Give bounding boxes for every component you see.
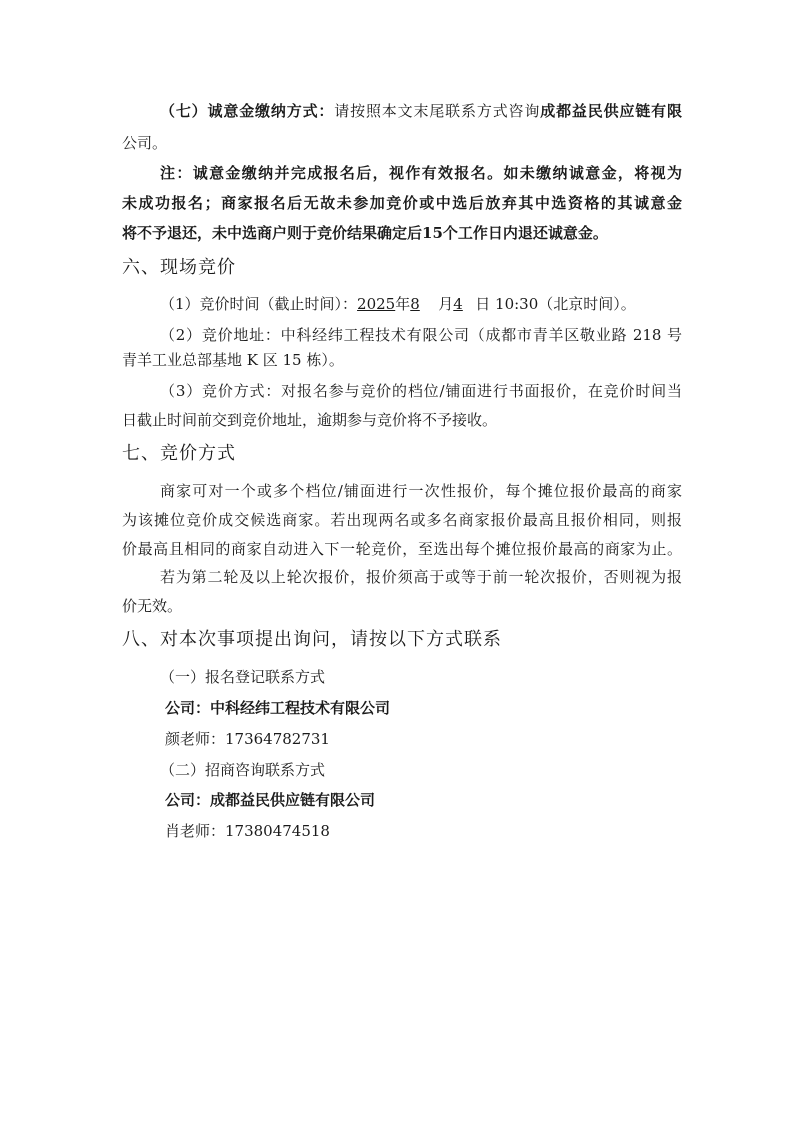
bidding-year: 2025 xyxy=(357,295,396,313)
investment-contact-title: （二）招商咨询联系方式 xyxy=(160,761,326,779)
month-unit: 月 xyxy=(438,295,454,313)
investment-company: 公司：成都益民供应链有限公司 xyxy=(165,791,376,809)
bidding-time-suffix: 日 10:30（北京时间）。 xyxy=(475,295,636,313)
bidding-round-line-2: 价无效。 xyxy=(122,597,183,615)
registration-contact-phone: 颜老师：17364782731 xyxy=(165,730,330,748)
bidding-day: 4 xyxy=(453,295,463,313)
bidding-address-line-2: 青羊工业总部基地 K 区 15 栋）。 xyxy=(122,351,344,369)
bidding-method-line-1: （3）竞价方式：对报名参与竞价的档位/铺面进行书面报价，在竞价时间当 xyxy=(160,382,682,400)
deposit-payment-text: 请按照本文末尾联系方式咨询 xyxy=(334,102,541,120)
bidding-rule-line-3: 价最高且相同的商家自动进入下一轮竞价，至选出每个摊位报价最高的商家为止。 xyxy=(122,540,682,558)
deposit-payment-line-2: 公司。 xyxy=(122,134,168,152)
bidding-time-label: （1）竞价时间（截止时间）： xyxy=(160,295,358,313)
bidding-rule-line-1: 商家可对一个或多个档位/铺面进行一次性报价，每个摊位报价最高的商家 xyxy=(160,482,682,500)
investment-contact-phone: 肖老师：17380474518 xyxy=(165,822,330,840)
note-line-1: 注：诚意金缴纳并完成报名后，视作有效报名。如未缴纳诚意金，将视为 xyxy=(160,164,682,182)
deposit-payment-label: （七）诚意金缴纳方式： xyxy=(160,102,335,120)
bidding-rule-line-2: 为该摊位竞价成交候选商家。若出现两名或多名商家报价最高且报价相同，则报 xyxy=(122,511,682,529)
bidding-month: 8 xyxy=(410,295,420,313)
deposit-payment-company: 成都益民供应链有限 xyxy=(540,102,682,120)
note-line-3: 将不予退还，未中选商户则于竞价结果确定后15个工作日内退还诚意金。 xyxy=(122,224,608,242)
bidding-round-line-1: 若为第二轮及以上轮次报价，报价须高于或等于前一轮次报价，否则视为报 xyxy=(160,568,682,586)
bidding-method-line-2: 日截止时间前交到竞价地址，逾期参与竞价将不予接收。 xyxy=(122,411,498,429)
year-unit: 年 xyxy=(395,295,411,313)
section-heading-onsite-bidding: 六、现场竞价 xyxy=(122,257,236,278)
bidding-address-line-1: （2）竞价地址：中科经纬工程技术有限公司（成都市青羊区敬业路 218 号 xyxy=(160,326,682,344)
section-heading-contact: 八、对本次事项提出询问，请按以下方式联系 xyxy=(122,629,502,650)
bidding-time-line xyxy=(160,294,682,314)
deposit-payment-line xyxy=(160,101,682,121)
section-heading-bidding-method: 七、竞价方式 xyxy=(122,443,236,464)
note-line-2: 未成功报名；商家报名后无故未参加竞价或中选后放弃其中选资格的其诚意金 xyxy=(122,194,682,212)
registration-contact-title: （一）报名登记联系方式 xyxy=(160,668,326,686)
registration-company: 公司：中科经纬工程技术有限公司 xyxy=(165,699,391,717)
